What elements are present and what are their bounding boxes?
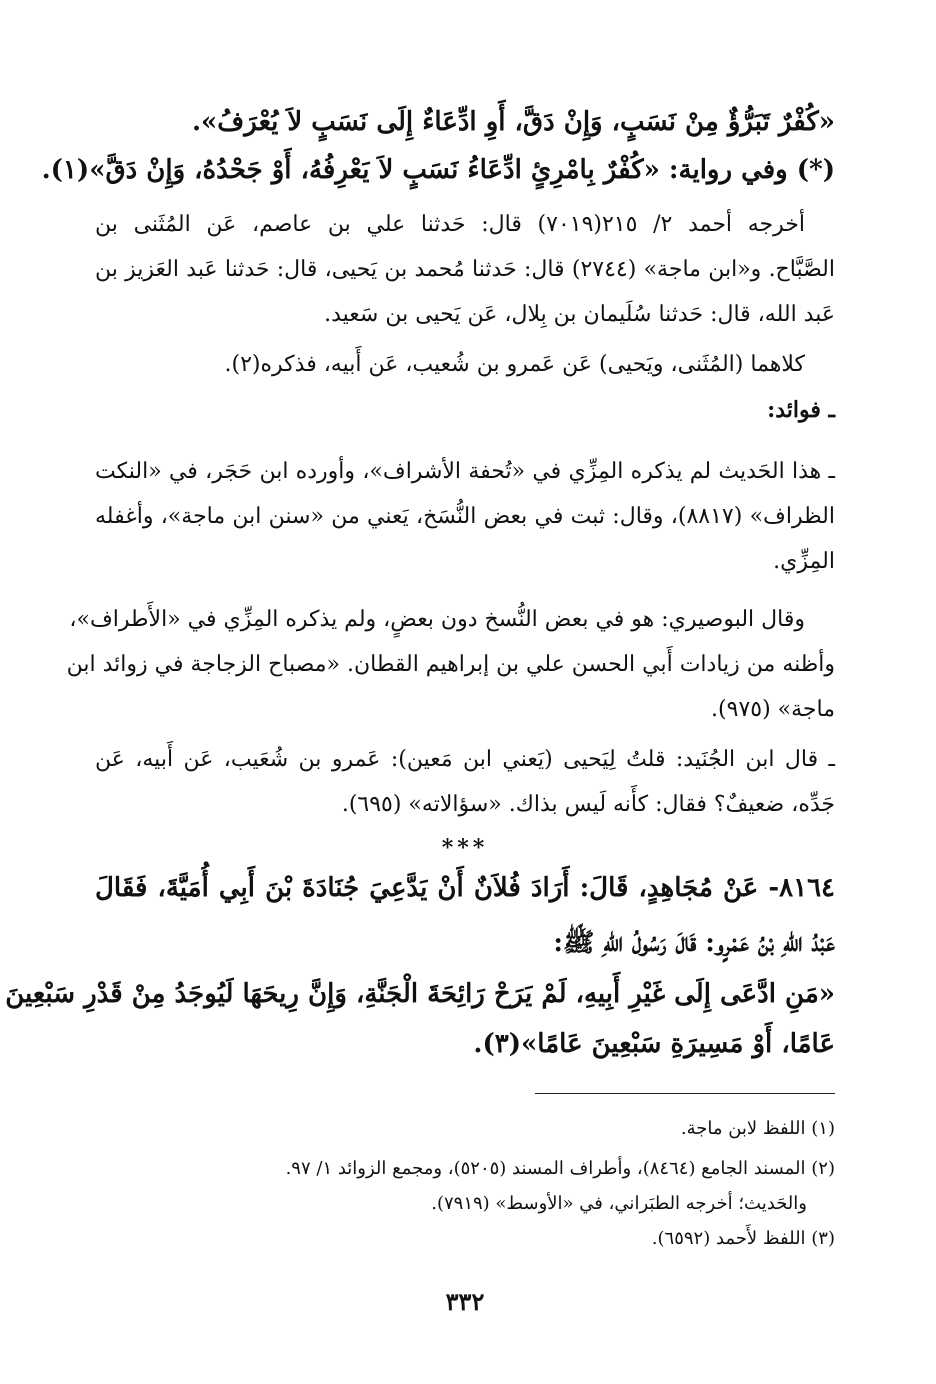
section-separator: *** — [441, 835, 489, 861]
fawaid-paragraph-line: جَدِّه، ضعيفٌ؟ فقال: كأَنه لَيس بذاك. «سؤالاته» (٦٩٥). — [341, 792, 835, 817]
fawaid-paragraph-line: وأظنه من زيادات أَبي الحسن علي بن إبراهيم القطان. «مصباح الزجاجة في زوائد ابن — [66, 652, 835, 677]
fawaid-paragraph-line: ـ هذا الحَديث لم يذكره المِزِّي في «تُحفة الأشراف»، وأورده ابن حَجَر، في «النكت — [95, 459, 835, 484]
takhrij-line: عَبد الله، قال: حَدثنا سُلَيمان بن بِلال، عَن يَحيى بن سَعيد. — [324, 302, 835, 327]
takhrij-line: كلاهما (المُثَنى، ويَحيى) عَن عَمرو بن شُعيب، عَن أَبيه، فذكره(٢). — [224, 352, 805, 377]
hadith-text-line: «مَنِ ادَّعَى إِلَى غَيْرِ أَبِيهِ، لَمْ يَرَحْ رَائِحَةَ الْجَنَّةِ، وَإِنَّ رِيحَهَا لَيُوجَدُ مِنْ قَدْرِ سَبْعِينَ — [5, 979, 835, 1009]
footnote: والحَديث؛ أخرجه الطبَراني، في «الأوسط» (٧٩١٩). — [431, 1193, 807, 1214]
takhrij-line: أخرجه أحمد ٢/ ٢١٥(٧٠١٩) قال: حَدثنا علي بن عاصم، عَن المُثَنى بن — [95, 212, 805, 237]
fawaid-paragraph-line: الظراف» (٨٨١٧)، وقال: ثبت في بعض النُّسَخ، يَعني من «سنن ابن ماجة»، وأغفله — [95, 504, 835, 529]
takhrij-line: الصَّبَّاح. و«ابن ماجة» (٢٧٤٤) قال: حَدثنا مُحمد بن يَحيى، قال: حَدثنا عَبد العَزيز بن — [95, 257, 835, 282]
fawaid-paragraph-line: المِزِّي. — [773, 549, 835, 574]
footnote: (١) اللفظ لابن ماجة. — [680, 1118, 835, 1139]
page-number: ٣٣٢ — [445, 1287, 485, 1316]
footnote-divider — [535, 1093, 835, 1094]
footnote: (٢) المسند الجامع (٨٤٦٤)، وأطراف المسند (٥٢٠٥)، ومجمع الزوائد ١/ ٩٧. — [285, 1158, 835, 1179]
hadith-text-line: ٨١٦٤- عَنْ مُجَاهِدٍ، قَالَ: أَرَادَ فُلاَنٌ أَنْ يَدَّعِيَ جُنَادَةَ بْنَ أَبِي أُمَيَّةَ، فَقَالَ — [95, 873, 835, 903]
fawaid-paragraph-line: ـ قال ابن الجُنَيد: قلتُ لِيَحيى (يَعني ابن مَعين): عَمرو بن شُعَيب، عَن أَبيه، عَن — [95, 747, 835, 772]
page-body — [5, 92, 835, 1352]
hadith-text-line: عَبْدُ اللهِ بْنُ عَمْرٍو: قَالَ رَسُولُ اللهِ ﷺ: — [553, 928, 835, 958]
fawaid-paragraph-line: ماجة» (٩٧٥). — [711, 697, 835, 722]
footnote: (٣) اللفظ لأَحمد (٦٥٩٢). — [651, 1228, 835, 1249]
fawaid-heading: ـ فوائد: — [767, 397, 835, 423]
hadith-text-line: عَامًا، أَوْ مَسِيرَةِ سَبْعِينَ عَامًا»(٣). — [473, 1029, 835, 1059]
hadith-text-line: «كُفْرٌ تَبَرُّؤٌ مِنْ نَسَبٍ، وَإِنْ دَقَّ، أَوِ ادِّعَاءٌ إِلَى نَسَبٍ لاَ يُعْرَفُ». — [192, 107, 835, 137]
fawaid-paragraph-line: وقال البوصيري: هو في بعض النُّسخ دون بعضٍ، ولم يذكره المِزِّي في «الأَطراف»، — [69, 607, 805, 632]
hadith-variant-line: (*) وفي رواية: «كُفْرٌ بِامْرِئٍ ادِّعَاءُ نَسَبٍ لاَ يَعْرِفُهُ، أَوْ جَحْدُهُ، وَإِنْ دَقَّ»(١). — [41, 155, 835, 185]
